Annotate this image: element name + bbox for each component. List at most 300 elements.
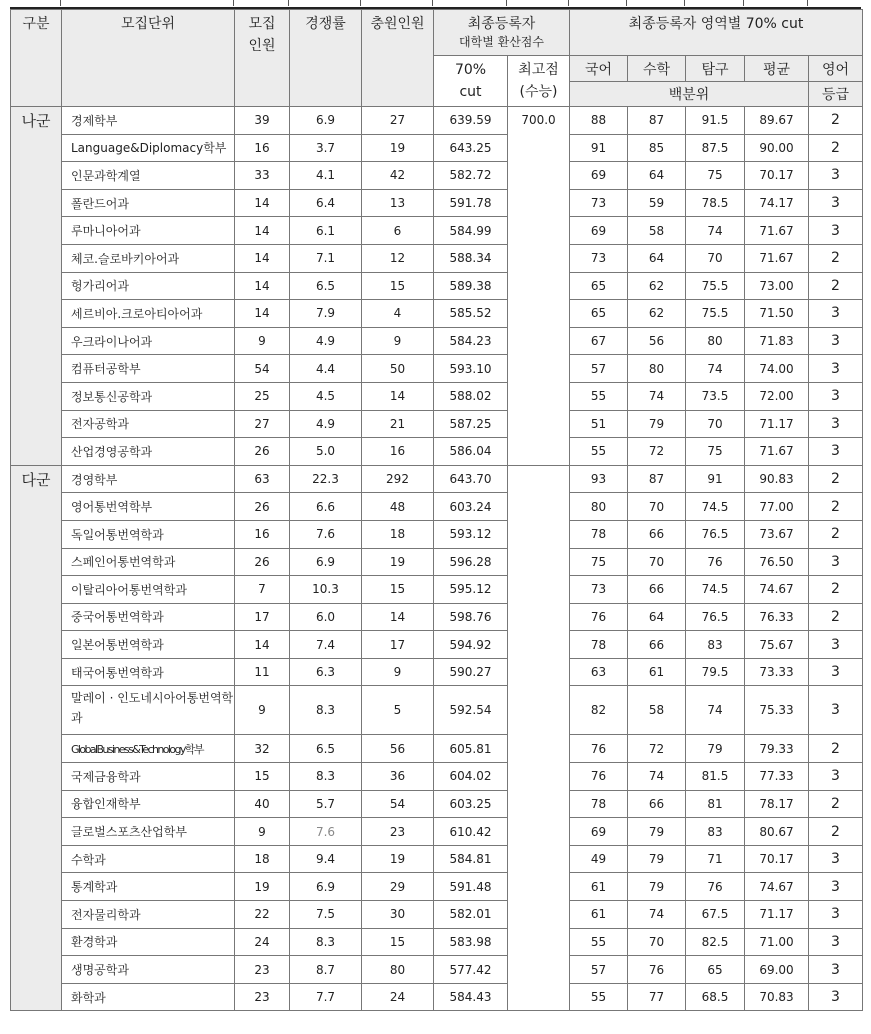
math-cell: 64 <box>628 603 686 631</box>
average-cell: 78.17 <box>745 790 809 818</box>
math-cell: 80 <box>628 355 686 383</box>
average-cell: 74.00 <box>745 355 809 383</box>
korean-cell: 69 <box>570 818 628 846</box>
unit-name: 컴퓨터공학부 <box>62 355 235 383</box>
inquiry-cell: 67.5 <box>686 901 745 929</box>
inquiry-cell: 81 <box>686 790 745 818</box>
quota-cell: 14 <box>235 217 290 245</box>
english-grade-cell: 2 <box>809 790 863 818</box>
competition-cell: 6.9 <box>290 548 362 576</box>
math-cell: 61 <box>628 658 686 686</box>
unit-name: 이탈리아어통번역학과 <box>62 576 235 604</box>
english-grade-cell: 3 <box>809 873 863 901</box>
additional-cell: 54 <box>362 790 434 818</box>
cut70-cell: 594.92 <box>434 631 508 659</box>
competition-cell: 7.6 <box>290 520 362 548</box>
korean-cell: 61 <box>570 901 628 929</box>
inquiry-cell: 81.5 <box>686 763 745 791</box>
cut70-cell: 584.99 <box>434 217 508 245</box>
unit-name: 말레이 · 인도네시아어통번역학과 <box>62 686 235 735</box>
additional-cell: 14 <box>362 603 434 631</box>
average-cell: 77.00 <box>745 493 809 521</box>
math-cell: 66 <box>628 576 686 604</box>
math-cell: 85 <box>628 134 686 162</box>
additional-cell: 21 <box>362 410 434 438</box>
additional-cell: 15 <box>362 272 434 300</box>
competition-cell: 8.3 <box>290 763 362 791</box>
average-cell: 74.67 <box>745 873 809 901</box>
average-cell: 75.67 <box>745 631 809 659</box>
average-cell: 72.00 <box>745 382 809 410</box>
korean-cell: 73 <box>570 189 628 217</box>
cut70-cell: 593.10 <box>434 355 508 383</box>
korean-cell: 65 <box>570 272 628 300</box>
additional-cell: 16 <box>362 438 434 466</box>
quota-cell: 9 <box>235 327 290 355</box>
group-label: 다군 <box>11 465 62 1011</box>
table-row <box>11 603 863 631</box>
average-cell: 90.00 <box>745 134 809 162</box>
header-max-score: 최고점 (수능) <box>508 56 570 107</box>
math-cell: 64 <box>628 244 686 272</box>
table-row <box>11 790 863 818</box>
korean-cell: 69 <box>570 162 628 190</box>
math-cell: 58 <box>628 217 686 245</box>
math-cell: 74 <box>628 901 686 929</box>
header-grade: 등급 <box>809 82 863 107</box>
math-cell: 56 <box>628 327 686 355</box>
additional-cell: 19 <box>362 134 434 162</box>
korean-cell: 93 <box>570 465 628 493</box>
average-cell: 71.17 <box>745 901 809 929</box>
english-grade-cell: 2 <box>809 576 863 604</box>
cut70-cell: 584.23 <box>434 327 508 355</box>
quota-cell: 9 <box>235 818 290 846</box>
inquiry-cell: 87.5 <box>686 134 745 162</box>
cut70-cell: 584.81 <box>434 845 508 873</box>
table-row <box>11 576 863 604</box>
inquiry-cell: 76 <box>686 873 745 901</box>
table-row <box>11 763 863 791</box>
korean-cell: 80 <box>570 493 628 521</box>
unit-name: GlobalBusiness&Technology학부 <box>62 735 235 763</box>
math-cell: 76 <box>628 956 686 984</box>
cut70-cell: 584.43 <box>434 983 508 1011</box>
korean-cell: 69 <box>570 217 628 245</box>
header-average: 평균 <box>745 56 809 82</box>
english-grade-cell: 2 <box>809 818 863 846</box>
average-cell: 71.50 <box>745 300 809 328</box>
english-grade-cell: 3 <box>809 410 863 438</box>
competition-cell: 8.7 <box>290 956 362 984</box>
korean-cell: 57 <box>570 355 628 383</box>
english-grade-cell: 3 <box>809 658 863 686</box>
additional-cell: 15 <box>362 576 434 604</box>
unit-name: 정보통신공학과 <box>62 382 235 410</box>
english-grade-cell: 3 <box>809 631 863 659</box>
inquiry-cell: 65 <box>686 956 745 984</box>
header-korean: 국어 <box>570 56 628 82</box>
english-grade-cell: 3 <box>809 686 863 735</box>
competition-cell: 6.9 <box>290 873 362 901</box>
inquiry-cell: 74 <box>686 686 745 735</box>
cut70-cell: 595.12 <box>434 576 508 604</box>
math-cell: 62 <box>628 300 686 328</box>
competition-cell: 6.6 <box>290 493 362 521</box>
math-cell: 70 <box>628 493 686 521</box>
table-row <box>11 300 863 328</box>
competition-cell: 3.7 <box>290 134 362 162</box>
quota-cell: 18 <box>235 845 290 873</box>
average-cell: 79.33 <box>745 735 809 763</box>
additional-cell: 42 <box>362 162 434 190</box>
english-grade-cell: 3 <box>809 901 863 929</box>
table-row <box>11 658 863 686</box>
table-row <box>11 217 863 245</box>
korean-cell: 61 <box>570 873 628 901</box>
additional-cell: 6 <box>362 217 434 245</box>
cut70-cell: 589.38 <box>434 272 508 300</box>
average-cell: 73.67 <box>745 520 809 548</box>
math-cell: 79 <box>628 410 686 438</box>
additional-cell: 15 <box>362 928 434 956</box>
cut70-cell: 591.48 <box>434 873 508 901</box>
inquiry-cell: 91 <box>686 465 745 493</box>
cut70-cell: 593.12 <box>434 520 508 548</box>
additional-cell: 17 <box>362 631 434 659</box>
average-cell: 75.33 <box>745 686 809 735</box>
unit-name: 독일어통번역학과 <box>62 520 235 548</box>
english-grade-cell: 3 <box>809 438 863 466</box>
header-percentile: 백분위 <box>570 82 809 107</box>
table-row <box>11 438 863 466</box>
quota-cell: 22 <box>235 901 290 929</box>
inquiry-cell: 83 <box>686 818 745 846</box>
table-row <box>11 493 863 521</box>
math-cell: 72 <box>628 735 686 763</box>
average-cell: 70.17 <box>745 162 809 190</box>
korean-cell: 76 <box>570 763 628 791</box>
header-final-group <box>434 10 570 56</box>
unit-name: 우크라이나어과 <box>62 327 235 355</box>
header-english: 영어 <box>809 56 863 82</box>
additional-cell: 9 <box>362 327 434 355</box>
quota-cell: 15 <box>235 763 290 791</box>
average-cell: 71.67 <box>745 438 809 466</box>
math-cell: 64 <box>628 162 686 190</box>
korean-cell: 88 <box>570 107 628 135</box>
inquiry-cell: 68.5 <box>686 983 745 1011</box>
math-cell: 74 <box>628 763 686 791</box>
competition-cell: 6.0 <box>290 603 362 631</box>
korean-cell: 73 <box>570 576 628 604</box>
math-cell: 70 <box>628 548 686 576</box>
additional-cell: 14 <box>362 382 434 410</box>
admission-results-table <box>10 9 863 1011</box>
table-row <box>11 735 863 763</box>
header-unit: 모집단위 <box>62 10 235 107</box>
cut70-cell: 585.52 <box>434 300 508 328</box>
table-row <box>11 686 863 735</box>
table-row <box>11 107 863 135</box>
cut70-cell: 598.76 <box>434 603 508 631</box>
cut70-cell: 582.01 <box>434 901 508 929</box>
quota-cell: 14 <box>235 244 290 272</box>
math-cell: 66 <box>628 520 686 548</box>
english-grade-cell: 3 <box>809 189 863 217</box>
table-row <box>11 189 863 217</box>
competition-cell: 4.1 <box>290 162 362 190</box>
quota-cell: 16 <box>235 520 290 548</box>
cut70-cell: 639.59 <box>434 107 508 135</box>
competition-cell: 7.7 <box>290 983 362 1011</box>
cut70-cell: 591.78 <box>434 189 508 217</box>
quota-cell: 24 <box>235 928 290 956</box>
average-cell: 80.67 <box>745 818 809 846</box>
math-cell: 79 <box>628 845 686 873</box>
korean-cell: 55 <box>570 382 628 410</box>
korean-cell: 67 <box>570 327 628 355</box>
english-grade-cell: 2 <box>809 272 863 300</box>
korean-cell: 65 <box>570 300 628 328</box>
table-row <box>11 382 863 410</box>
table-row <box>11 134 863 162</box>
korean-cell: 55 <box>570 928 628 956</box>
average-cell: 74.67 <box>745 576 809 604</box>
unit-name: 글로벌스포츠산업학부 <box>62 818 235 846</box>
unit-name: 환경학과 <box>62 928 235 956</box>
math-cell: 79 <box>628 873 686 901</box>
cut70-cell: 587.25 <box>434 410 508 438</box>
english-grade-cell: 3 <box>809 217 863 245</box>
cut70-cell: 603.25 <box>434 790 508 818</box>
header-math: 수학 <box>628 56 686 82</box>
quota-cell: 17 <box>235 603 290 631</box>
competition-cell: 6.1 <box>290 217 362 245</box>
inquiry-cell: 74.5 <box>686 576 745 604</box>
header-cut70: 70% cut <box>434 56 508 107</box>
additional-cell: 48 <box>362 493 434 521</box>
additional-cell: 13 <box>362 189 434 217</box>
competition-cell: 5.0 <box>290 438 362 466</box>
english-grade-cell: 3 <box>809 763 863 791</box>
competition-cell: 4.5 <box>290 382 362 410</box>
inquiry-cell: 74.5 <box>686 493 745 521</box>
cut70-cell: 577.42 <box>434 956 508 984</box>
quota-cell: 16 <box>235 134 290 162</box>
unit-name: 인문과학계열 <box>62 162 235 190</box>
competition-cell: 10.3 <box>290 576 362 604</box>
english-grade-cell: 2 <box>809 107 863 135</box>
additional-cell: 29 <box>362 873 434 901</box>
english-grade-cell: 2 <box>809 465 863 493</box>
unit-name: 스페인어통번역학과 <box>62 548 235 576</box>
korean-cell: 55 <box>570 983 628 1011</box>
table-row <box>11 901 863 929</box>
competition-cell: 4.4 <box>290 355 362 383</box>
max-score-cell <box>508 465 570 1011</box>
inquiry-cell: 76.5 <box>686 603 745 631</box>
group-label: 나군 <box>11 107 62 466</box>
cut70-cell: 605.81 <box>434 735 508 763</box>
competition-cell: 8.3 <box>290 686 362 735</box>
table-row <box>11 956 863 984</box>
math-cell: 62 <box>628 272 686 300</box>
math-cell: 79 <box>628 818 686 846</box>
english-grade-cell: 2 <box>809 603 863 631</box>
average-cell: 71.67 <box>745 217 809 245</box>
english-grade-cell: 3 <box>809 845 863 873</box>
header-additional: 충원인원 <box>362 10 434 107</box>
english-grade-cell: 3 <box>809 162 863 190</box>
cut70-cell: 590.27 <box>434 658 508 686</box>
cut70-cell: 582.72 <box>434 162 508 190</box>
math-cell: 87 <box>628 465 686 493</box>
unit-name: 국제금융학과 <box>62 763 235 791</box>
additional-cell: 4 <box>362 300 434 328</box>
math-cell: 66 <box>628 631 686 659</box>
english-grade-cell: 2 <box>809 134 863 162</box>
korean-cell: 76 <box>570 603 628 631</box>
competition-cell: 7.5 <box>290 901 362 929</box>
quota-cell: 54 <box>235 355 290 383</box>
math-cell: 74 <box>628 382 686 410</box>
table-row <box>11 873 863 901</box>
competition-cell: 6.4 <box>290 189 362 217</box>
cut70-cell: 603.24 <box>434 493 508 521</box>
average-cell: 71.83 <box>745 327 809 355</box>
quota-cell: 26 <box>235 493 290 521</box>
english-grade-cell: 3 <box>809 956 863 984</box>
korean-cell: 63 <box>570 658 628 686</box>
competition-cell: 6.3 <box>290 658 362 686</box>
korean-cell: 91 <box>570 134 628 162</box>
inquiry-cell: 75.5 <box>686 272 745 300</box>
competition-cell: 9.4 <box>290 845 362 873</box>
cut70-cell: 610.42 <box>434 818 508 846</box>
average-cell: 71.00 <box>745 928 809 956</box>
quota-cell: 23 <box>235 956 290 984</box>
additional-cell: 12 <box>362 244 434 272</box>
math-cell: 70 <box>628 928 686 956</box>
table-row <box>11 272 863 300</box>
table-row <box>11 327 863 355</box>
header-inquiry: 탐구 <box>686 56 745 82</box>
unit-name: 생명공학과 <box>62 956 235 984</box>
quota-cell: 32 <box>235 735 290 763</box>
korean-cell: 73 <box>570 244 628 272</box>
max-score-cell: 700.0 <box>508 107 570 466</box>
quota-cell: 14 <box>235 631 290 659</box>
additional-cell: 9 <box>362 658 434 686</box>
korean-cell: 51 <box>570 410 628 438</box>
additional-cell: 27 <box>362 107 434 135</box>
quota-cell: 14 <box>235 300 290 328</box>
inquiry-cell: 75 <box>686 162 745 190</box>
competition-cell: 22.3 <box>290 465 362 493</box>
header-final-sub: 대학별 환산점수 <box>459 35 544 49</box>
math-cell: 72 <box>628 438 686 466</box>
unit-name: 융합인재학부 <box>62 790 235 818</box>
english-grade-cell: 3 <box>809 928 863 956</box>
table-row <box>11 928 863 956</box>
additional-cell: 56 <box>362 735 434 763</box>
inquiry-cell: 74 <box>686 217 745 245</box>
header-area-group: 최종등록자 영역별 70% cut <box>570 10 863 56</box>
additional-cell: 24 <box>362 983 434 1011</box>
cut70-cell: 588.34 <box>434 244 508 272</box>
table-row <box>11 631 863 659</box>
quota-cell: 19 <box>235 873 290 901</box>
math-cell: 87 <box>628 107 686 135</box>
average-cell: 70.17 <box>745 845 809 873</box>
unit-name: 폴란드어과 <box>62 189 235 217</box>
english-grade-cell: 2 <box>809 735 863 763</box>
average-cell: 73.33 <box>745 658 809 686</box>
table-row <box>11 818 863 846</box>
table-row <box>11 355 863 383</box>
english-grade-cell: 3 <box>809 983 863 1011</box>
cut70-cell: 596.28 <box>434 548 508 576</box>
table-row <box>11 465 863 493</box>
unit-name: 수학과 <box>62 845 235 873</box>
quota-cell: 63 <box>235 465 290 493</box>
additional-cell: 50 <box>362 355 434 383</box>
additional-cell: 19 <box>362 548 434 576</box>
korean-cell: 57 <box>570 956 628 984</box>
unit-name: Language&Diplomacy학부 <box>62 134 235 162</box>
math-cell: 58 <box>628 686 686 735</box>
quota-cell: 14 <box>235 189 290 217</box>
unit-name: 헝가리어과 <box>62 272 235 300</box>
korean-cell: 55 <box>570 438 628 466</box>
competition-cell: 4.9 <box>290 410 362 438</box>
average-cell: 89.67 <box>745 107 809 135</box>
english-grade-cell: 3 <box>809 382 863 410</box>
quota-cell: 23 <box>235 983 290 1011</box>
inquiry-cell: 76 <box>686 548 745 576</box>
additional-cell: 80 <box>362 956 434 984</box>
english-grade-cell: 3 <box>809 355 863 383</box>
table-row <box>11 162 863 190</box>
cut70-cell: 588.02 <box>434 382 508 410</box>
average-cell: 77.33 <box>745 763 809 791</box>
average-cell: 71.67 <box>745 244 809 272</box>
quota-cell: 25 <box>235 382 290 410</box>
additional-cell: 5 <box>362 686 434 735</box>
quota-cell: 26 <box>235 438 290 466</box>
unit-name: 태국어통번역학과 <box>62 658 235 686</box>
unit-name: 전자물리학과 <box>62 901 235 929</box>
table-row <box>11 410 863 438</box>
math-cell: 59 <box>628 189 686 217</box>
quota-cell: 40 <box>235 790 290 818</box>
cut70-cell: 583.98 <box>434 928 508 956</box>
table-row <box>11 520 863 548</box>
unit-name: 통계학과 <box>62 873 235 901</box>
quota-cell: 27 <box>235 410 290 438</box>
korean-cell: 78 <box>570 790 628 818</box>
table-row <box>11 845 863 873</box>
inquiry-cell: 91.5 <box>686 107 745 135</box>
average-cell: 76.50 <box>745 548 809 576</box>
additional-cell: 30 <box>362 901 434 929</box>
inquiry-cell: 76.5 <box>686 520 745 548</box>
header-quota: 모집 인원 <box>235 10 290 107</box>
cut70-cell: 592.54 <box>434 686 508 735</box>
unit-name: 경영학부 <box>62 465 235 493</box>
english-grade-cell: 2 <box>809 493 863 521</box>
